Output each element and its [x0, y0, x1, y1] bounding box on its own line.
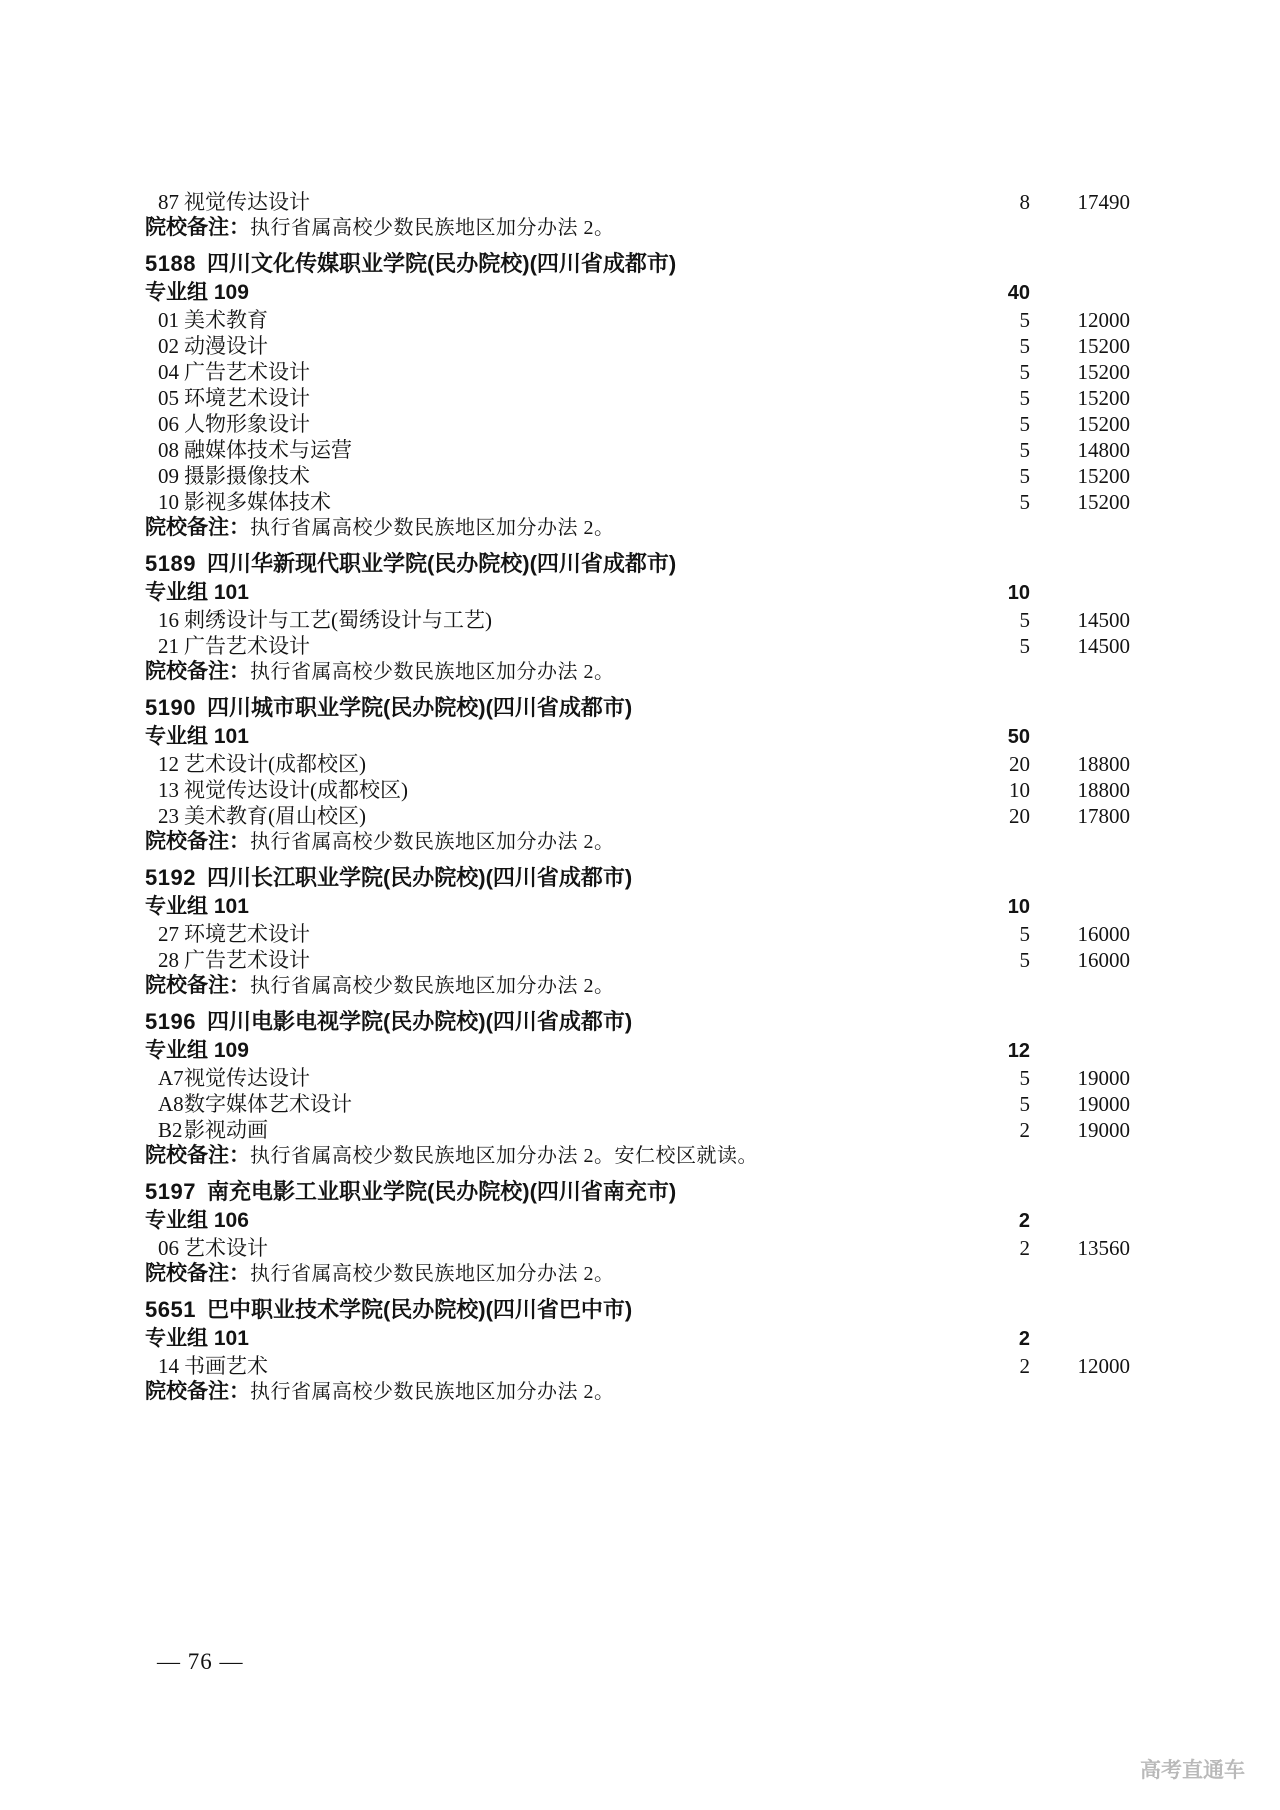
remark-label: 院校备注： [145, 974, 250, 997]
major-name: 美术教育(眉山校区) [184, 804, 366, 828]
major-quota: 2 [1019, 1354, 1030, 1378]
major-fee: 19000 [1077, 1066, 1130, 1090]
major-row [145, 359, 1130, 385]
group-row [145, 892, 1130, 921]
major-code: 06 [158, 1236, 179, 1260]
remark-text: 执行省属高校少数民族地区加分办法 2。 [250, 1381, 615, 1403]
major-left [145, 607, 970, 633]
major-name: 影视动画 [184, 1118, 268, 1142]
major-code: A8 [158, 1092, 184, 1116]
college-block [145, 249, 1130, 541]
major-left [145, 189, 970, 215]
college-block [145, 1295, 1130, 1405]
major-left [145, 1235, 970, 1261]
admission-table [145, 189, 1130, 1405]
major-quota: 5 [1019, 608, 1030, 632]
major-name: 环境艺术设计 [184, 386, 310, 410]
watermark-text: 高考直通车 [1140, 1759, 1245, 1782]
major-name: 广告艺术设计 [184, 634, 310, 658]
major-fee: 15200 [1077, 386, 1130, 410]
major-code: 87 [158, 190, 179, 214]
major-code: 23 [158, 804, 179, 828]
major-name: 动漫设计 [184, 334, 268, 358]
major-fee: 19000 [1077, 1118, 1130, 1142]
group-quota: 50 [1007, 726, 1030, 748]
major-code: 28 [158, 948, 179, 972]
college-name: 四川城市职业学院(民办院校)(四川省成都市) [206, 695, 633, 720]
major-fee: 14500 [1077, 634, 1130, 658]
major-row [145, 333, 1130, 359]
major-code: 09 [158, 464, 179, 488]
group-row [145, 578, 1130, 607]
college-list [145, 249, 1130, 1405]
major-row [145, 947, 1130, 973]
major-fee: 18800 [1077, 752, 1130, 776]
major-fee: 15200 [1077, 412, 1130, 436]
major-fee: 15200 [1077, 360, 1130, 384]
major-fee: 14800 [1077, 438, 1130, 462]
major-left [145, 803, 970, 829]
major-left [145, 1065, 970, 1091]
major-fee: 16000 [1077, 948, 1130, 972]
major-name: 艺术设计 [184, 1236, 268, 1260]
group-quota: 10 [1007, 896, 1030, 918]
remark-text: 执行省属高校少数民族地区加分办法 2。 [250, 217, 615, 239]
major-row [145, 607, 1130, 633]
remark-label: 院校备注： [145, 1262, 250, 1285]
college-block [145, 863, 1130, 999]
major-name: 视觉传达设计 [184, 190, 310, 214]
major-quota: 5 [1019, 948, 1030, 972]
college-code: 5651 [145, 1297, 196, 1322]
major-row [145, 777, 1130, 803]
group-row [145, 1324, 1130, 1353]
major-code: 08 [158, 438, 179, 462]
major-name: 刺绣设计与工艺(蜀绣设计与工艺) [184, 608, 492, 632]
major-row [145, 489, 1130, 515]
major-code: B2 [158, 1118, 183, 1142]
major-quota: 5 [1019, 1092, 1030, 1116]
major-quota: 5 [1019, 360, 1030, 384]
college-code: 5189 [145, 551, 196, 576]
college-code: 5192 [145, 865, 196, 890]
major-quota: 5 [1019, 308, 1030, 332]
major-fee: 18800 [1077, 778, 1130, 802]
major-code: 27 [158, 922, 179, 946]
major-quota: 5 [1019, 922, 1030, 946]
major-code: 06 [158, 412, 179, 436]
major-left [145, 307, 970, 333]
remark-label: 院校备注： [145, 216, 250, 239]
group-quota: 10 [1007, 582, 1030, 604]
group-quota: 12 [1007, 1040, 1030, 1062]
major-code: 13 [158, 778, 179, 802]
major-quota: 5 [1019, 412, 1030, 436]
college-code: 5188 [145, 251, 196, 276]
group-label: 专业组 106 [145, 1209, 249, 1232]
major-fee: 14500 [1077, 608, 1130, 632]
major-fee: 12000 [1077, 308, 1130, 332]
remark-row [145, 1143, 1130, 1169]
major-code: 14 [158, 1354, 179, 1378]
major-row [145, 1353, 1130, 1379]
major-fee: 15200 [1077, 490, 1130, 514]
major-fee: 16000 [1077, 922, 1130, 946]
major-quota: 10 [1009, 778, 1030, 802]
major-left [145, 333, 970, 359]
major-row [145, 1065, 1130, 1091]
group-label: 专业组 101 [145, 725, 249, 748]
group-row [145, 1206, 1130, 1235]
major-fee: 13560 [1077, 1236, 1130, 1260]
major-code: 21 [158, 634, 179, 658]
group-label: 专业组 109 [145, 1039, 249, 1062]
major-name: 广告艺术设计 [184, 948, 310, 972]
major-code: A7 [158, 1066, 184, 1090]
group-label: 专业组 101 [145, 895, 249, 918]
major-fee: 17490 [1077, 190, 1130, 214]
major-left [145, 921, 970, 947]
major-fee: 15200 [1077, 334, 1130, 358]
major-row [145, 803, 1130, 829]
college-header [145, 1177, 1130, 1206]
college-header [145, 1295, 1130, 1324]
major-name: 人物形象设计 [184, 412, 310, 436]
major-name: 美术教育 [184, 308, 268, 332]
college-header [145, 693, 1130, 722]
college-block [145, 1177, 1130, 1287]
major-left [145, 463, 970, 489]
major-quota: 2 [1019, 1118, 1030, 1142]
major-left [145, 947, 970, 973]
college-name: 巴中职业技术学院(民办院校)(四川省巴中市) [206, 1297, 633, 1322]
major-left [145, 777, 970, 803]
remark-label: 院校备注： [145, 516, 250, 539]
college-header [145, 249, 1130, 278]
major-fee: 17800 [1077, 804, 1130, 828]
college-name: 南充电影工业职业学院(民办院校)(四川省南充市) [206, 1179, 677, 1204]
major-quota: 20 [1009, 752, 1030, 776]
major-name: 环境艺术设计 [184, 922, 310, 946]
major-quota: 2 [1019, 1236, 1030, 1260]
major-code: 01 [158, 308, 179, 332]
major-fee: 15200 [1077, 464, 1130, 488]
college-name: 四川电影电视学院(民办院校)(四川省成都市) [206, 1009, 633, 1034]
group-label: 专业组 109 [145, 281, 249, 304]
major-left [145, 751, 970, 777]
remark-row [145, 973, 1130, 999]
group-row [145, 278, 1130, 307]
remark-text: 执行省属高校少数民族地区加分办法 2。 [250, 661, 615, 683]
group-label: 专业组 101 [145, 1327, 249, 1350]
college-header [145, 1007, 1130, 1036]
major-row [145, 189, 1130, 215]
remark-label: 院校备注： [145, 660, 250, 683]
major-quota: 5 [1019, 464, 1030, 488]
major-quota: 20 [1009, 804, 1030, 828]
major-left [145, 1353, 970, 1379]
remark-label: 院校备注： [145, 1144, 250, 1167]
major-left [145, 489, 970, 515]
major-fee: 12000 [1077, 1354, 1130, 1378]
major-row [145, 385, 1130, 411]
remark-label: 院校备注： [145, 1380, 250, 1403]
major-name: 融媒体技术与运营 [184, 438, 352, 462]
group-label: 专业组 101 [145, 581, 249, 604]
college-block [145, 693, 1130, 855]
major-left [145, 385, 970, 411]
major-row [145, 1235, 1130, 1261]
remark-row [145, 515, 1130, 541]
major-row [145, 751, 1130, 777]
remark-text: 执行省属高校少数民族地区加分办法 2。 [250, 1263, 615, 1285]
major-code: 05 [158, 386, 179, 410]
major-name: 书画艺术 [184, 1354, 268, 1378]
major-quota: 5 [1019, 438, 1030, 462]
major-quota: 5 [1019, 490, 1030, 514]
major-quota: 5 [1019, 634, 1030, 658]
remark-text: 执行省属高校少数民族地区加分办法 2。 [250, 975, 615, 997]
remark-text: 执行省属高校少数民族地区加分办法 2。安仁校区就读。 [250, 1145, 758, 1167]
college-header [145, 549, 1130, 578]
major-fee: 19000 [1077, 1092, 1130, 1116]
major-row [145, 307, 1130, 333]
major-code: 12 [158, 752, 179, 776]
major-left [145, 1091, 970, 1117]
major-name: 摄影摄像技术 [184, 464, 310, 488]
remark-label: 院校备注： [145, 830, 250, 853]
college-block [145, 1007, 1130, 1169]
major-row [145, 633, 1130, 659]
major-quota: 5 [1019, 386, 1030, 410]
group-quota: 2 [1018, 1328, 1030, 1350]
major-left [145, 359, 970, 385]
college-name: 四川长江职业学院(民办院校)(四川省成都市) [206, 865, 633, 890]
group-quota: 40 [1007, 282, 1030, 304]
major-name: 视觉传达设计 [184, 1066, 310, 1090]
major-left [145, 633, 970, 659]
college-block [145, 549, 1130, 685]
major-row [145, 411, 1130, 437]
group-quota: 2 [1018, 1210, 1030, 1232]
page-number: — 76 — [157, 1649, 244, 1674]
group-row [145, 1036, 1130, 1065]
major-code: 16 [158, 608, 179, 632]
major-name: 艺术设计(成都校区) [184, 752, 366, 776]
remark-row [145, 215, 1130, 241]
major-left [145, 1117, 970, 1143]
major-row [145, 921, 1130, 947]
remark-text: 执行省属高校少数民族地区加分办法 2。 [250, 831, 615, 853]
college-name: 四川文化传媒职业学院(民办院校)(四川省成都市) [206, 251, 677, 276]
college-name: 四川华新现代职业学院(民办院校)(四川省成都市) [206, 551, 677, 576]
remark-text: 执行省属高校少数民族地区加分办法 2。 [250, 517, 615, 539]
major-row [145, 1091, 1130, 1117]
major-row [145, 1117, 1130, 1143]
group-row [145, 722, 1130, 751]
college-header [145, 863, 1130, 892]
college-code: 5190 [145, 695, 196, 720]
major-left [145, 411, 970, 437]
major-name: 视觉传达设计(成都校区) [184, 778, 408, 802]
major-row [145, 463, 1130, 489]
major-code: 04 [158, 360, 179, 384]
major-name: 广告艺术设计 [184, 360, 310, 384]
college-code: 5196 [145, 1009, 196, 1034]
major-name: 影视多媒体技术 [184, 490, 331, 514]
major-name: 数字媒体艺术设计 [184, 1092, 352, 1116]
remark-row [145, 829, 1130, 855]
major-code: 02 [158, 334, 179, 358]
major-left [145, 437, 970, 463]
remark-row [145, 659, 1130, 685]
major-quota: 5 [1019, 334, 1030, 358]
remark-row [145, 1379, 1130, 1405]
major-code: 10 [158, 490, 179, 514]
major-row [145, 437, 1130, 463]
major-quota: 5 [1019, 1066, 1030, 1090]
major-quota: 8 [1019, 190, 1030, 214]
college-code: 5197 [145, 1179, 196, 1204]
remark-row [145, 1261, 1130, 1287]
